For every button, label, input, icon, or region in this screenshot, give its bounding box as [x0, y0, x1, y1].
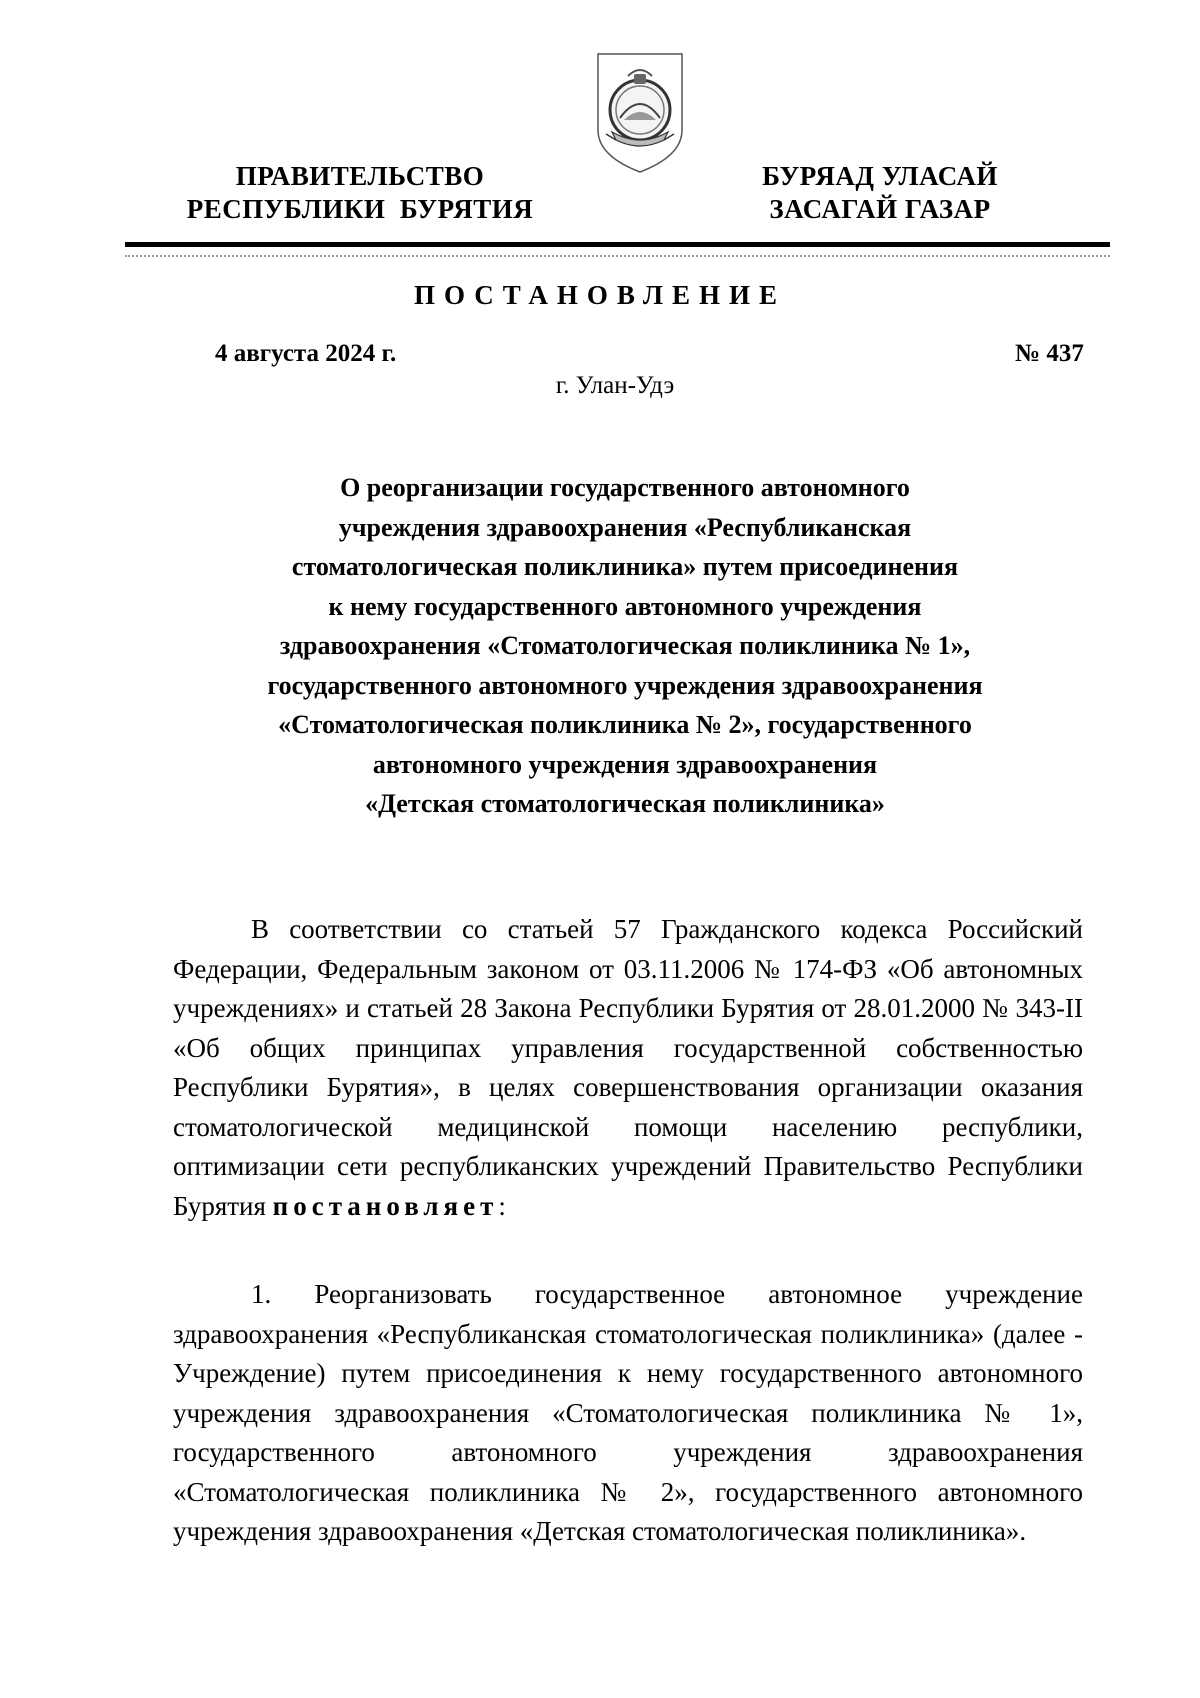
title-line: стоматологическая поликлиника» путем присоединения — [291, 552, 959, 581]
resolves-word: постановляет — [272, 1190, 499, 1221]
title-line: «Стоматологическая поликлиника № 2», государственного — [278, 710, 972, 739]
org-right-line-1: БУРЯАД УЛАСАЙ — [762, 161, 998, 191]
title-line: «Детская стоматологическая поликлиника» — [365, 789, 885, 818]
preamble-paragraph — [173, 910, 1083, 1226]
header-divider-thin — [125, 255, 1110, 257]
resolves-punctuation: : — [498, 1190, 506, 1221]
document-place: г. Улан-Удэ — [555, 372, 675, 399]
preamble-text: В соответствии со статьей 57 Гражданского кодекса Российский Федерации, Федеральным законом от 03.11.2006 № 174-ФЗ «Об автономных учреждениях» и статьей 28 Закона Республики Бурятия от 28.01.2000 № 343-II «Об общих принципах управления государственной собственностью Республики Бурятия», в целях совершенствования организации оказания стоматологической медицинской помощи населению республики, оптимизации сети республиканских учреждений Правительство Республики Бурятия — [173, 914, 1083, 1221]
document-type: ПОСТАНОВЛЕНИЕ — [413, 280, 787, 310]
document-date: 4 августа 2024 г. — [215, 340, 397, 367]
document-number: № 437 — [1015, 340, 1084, 367]
title-line: автономного учреждения здравоохранения — [372, 749, 878, 779]
org-right-line-2: ЗАСАГАЙ ГАЗАР — [769, 194, 991, 224]
org-left-line-2: РЕСПУБЛИКИ БУРЯТИЯ — [186, 194, 534, 224]
title-line: государственного автономного учреждения здравоохранения — [267, 670, 983, 700]
coat-of-arms-icon — [590, 48, 690, 178]
header-divider-thick — [125, 242, 1110, 247]
item-1-paragraph: 1. Реорганизовать государственное автономное учреждение здравоохранения «Республиканская стоматологическая поликлиника» (далее - Учреждение) путем присоединения к нему государственного автономного учреждения здравоохранения «Стоматологическая поликлиника № 1», государственного автономного учреждения здравоохранения «Стоматологическая поликлиника № 2», государственного автономного учреждения здравоохранения «Детская стоматологическая поликлиника». — [173, 1279, 1083, 1546]
title-line: к нему государственного автономного учреждения — [328, 591, 922, 621]
org-left-line-1: ПРАВИТЕЛЬСТВО — [235, 161, 485, 191]
organization-name-russian — [160, 160, 560, 226]
title-line: О реорганизации государственного автономного — [340, 473, 910, 502]
document-title — [175, 468, 1075, 824]
title-line: здравоохранения «Стоматологическая поликлиника № 1», — [279, 631, 971, 660]
title-line: учреждения здравоохранения «Республиканская — [338, 512, 912, 542]
organization-name-buryat — [720, 160, 1040, 226]
